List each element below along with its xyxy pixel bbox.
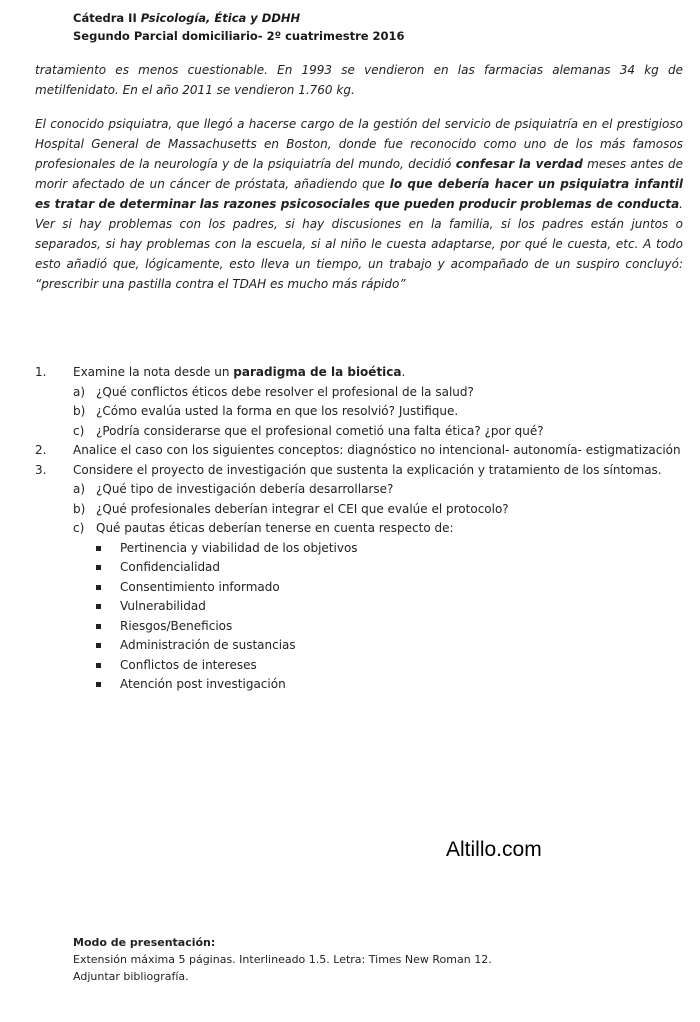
paragraph-2-bold-1: confesar la verdad bbox=[455, 157, 583, 171]
question-number: 3. bbox=[35, 462, 47, 477]
bullet-icon bbox=[96, 624, 101, 629]
item-text: ¿Qué tipo de investigación debería desarrollarse? bbox=[96, 482, 394, 496]
question-3-item-b bbox=[35, 500, 685, 520]
question-2 bbox=[35, 441, 685, 461]
bullet-icon bbox=[96, 682, 101, 687]
paragraph-1: tratamiento es menos cuestionable. En 1993 se vendieron en las farmacias alemanas 34 kg de metilfenidato. En el año 2011 se vendieron 1.760 kg. bbox=[35, 63, 683, 97]
question-3-item-c bbox=[35, 519, 685, 539]
exam-title: Segundo Parcial domiciliario- 2º cuatrimestre 2016 bbox=[73, 29, 405, 43]
bullet-item bbox=[35, 675, 685, 695]
bullet-item bbox=[35, 578, 685, 598]
question-stem: Considere el proyecto de investigación que sustenta la explicación y tratamiento de los síntomas. bbox=[73, 462, 662, 477]
question-3 bbox=[35, 461, 685, 481]
watermark-text: Altillo.com bbox=[446, 838, 542, 861]
bullet-icon bbox=[96, 604, 101, 609]
question-stem bbox=[73, 363, 685, 383]
footer-title: Modo de presentación: bbox=[73, 936, 216, 949]
paragraph-2-part-3: . Ver si hay problemas con los padres, si hay discusiones en la familia, si los padres están juntos o separados, si hay problemas con la escuela, si al niño le cuesta adaptarse, por qué le cuesta, etc. A todo esto añadió que, lógicamente, esto lleva un tiempo, un trabajo y acompañado de un suspiro concluyó: “prescribir una pastilla contra el TDAH es mucho más rápido” bbox=[35, 197, 683, 291]
bullet-text: Riesgos/Beneficios bbox=[120, 618, 233, 633]
item-text: Qué pautas éticas deberían tenerse en cuenta respecto de: bbox=[96, 521, 454, 535]
course-title bbox=[73, 9, 405, 27]
bullet-text: Consentimiento informado bbox=[120, 579, 280, 594]
question-1-text-after: . bbox=[401, 365, 406, 379]
questions-list bbox=[35, 363, 685, 695]
bullet-item bbox=[35, 656, 685, 676]
item-letter: a) bbox=[73, 384, 86, 399]
paragraph-2-bold-2: lo que debería hacer un psiquiatra infantil es tratar de determinar las razones psicosociales que pueden producir problemas de conducta bbox=[35, 177, 683, 211]
bullet-icon bbox=[96, 546, 101, 551]
bullet-icon bbox=[96, 643, 101, 648]
bullet-text: Conflictos de intereses bbox=[120, 657, 257, 672]
question-1-text-before: Examine la nota desde un bbox=[73, 365, 234, 379]
question-3-item-a bbox=[35, 480, 685, 500]
item-text: ¿Cómo evalúa usted la forma en que los resolvió? Justifique. bbox=[96, 404, 459, 418]
paragraph-2 bbox=[35, 114, 683, 294]
bullet-text: Confidencialidad bbox=[120, 560, 221, 574]
paragraph-2-part-2: meses antes de morir afectado de un cáncer de próstata, añadiendo que bbox=[35, 157, 684, 191]
question-1 bbox=[35, 363, 685, 383]
question-1-text-bold: paradigma de la bioética bbox=[233, 365, 402, 379]
item-letter: c) bbox=[73, 521, 85, 535]
bullet-text: Atención post investigación bbox=[120, 677, 286, 691]
course-title-italic: Psicología, Ética y DDHH bbox=[140, 11, 301, 25]
question-1-item-b bbox=[35, 402, 685, 422]
bullet-icon bbox=[96, 585, 101, 590]
bullet-text: Administración de sustancias bbox=[120, 638, 296, 652]
bullet-item bbox=[35, 617, 685, 637]
bullet-icon bbox=[96, 565, 101, 570]
bullet-text: Pertinencia y viabilidad de los objetivos bbox=[120, 540, 358, 555]
document-header bbox=[73, 9, 405, 45]
item-text: ¿Podría considerarse que el profesional cometió una falta ética? ¿por qué? bbox=[96, 423, 544, 438]
bullet-item bbox=[35, 597, 685, 617]
bullet-item bbox=[35, 558, 685, 578]
item-letter: b) bbox=[73, 404, 86, 418]
question-1-item-a bbox=[35, 383, 685, 403]
bullet-text: Vulnerabilidad bbox=[120, 599, 206, 613]
item-letter: c) bbox=[73, 423, 85, 438]
question-number: 1. bbox=[35, 365, 47, 379]
presentation-instructions bbox=[73, 934, 492, 985]
course-title-prefix: Cátedra II bbox=[73, 11, 141, 25]
item-letter: a) bbox=[73, 482, 86, 496]
item-text: ¿Qué profesionales deberían integrar el CEI que evalúe el protocolo? bbox=[96, 501, 509, 516]
item-letter: b) bbox=[73, 501, 86, 516]
footer-line-1: Extensión máxima 5 páginas. Interlineado 1.5. Letra: Times New Roman 12. bbox=[73, 953, 492, 966]
bullet-icon bbox=[96, 663, 101, 668]
paragraph-2-part-1: El conocido psiquiatra, que llegó a hacerse cargo de la gestión del servicio de psiquiatría en el prestigioso Hospital General de Massachusetts en Boston, donde fue reconocido como uno de los más famosos profesionales de la neurología y de la psiquiatría del mundo, decidió bbox=[35, 117, 683, 171]
bullet-item bbox=[35, 539, 685, 559]
question-1-item-c bbox=[35, 422, 685, 442]
footer-line-2: Adjuntar bibliografía. bbox=[73, 970, 189, 983]
question-stem: Analice el caso con los siguientes conceptos: diagnóstico no intencional- autonomía- estigmatización bbox=[73, 443, 681, 457]
item-text: ¿Qué conflictos éticos debe resolver el profesional de la salud? bbox=[96, 384, 474, 399]
bullet-item bbox=[35, 636, 685, 656]
question-number: 2. bbox=[35, 443, 47, 457]
